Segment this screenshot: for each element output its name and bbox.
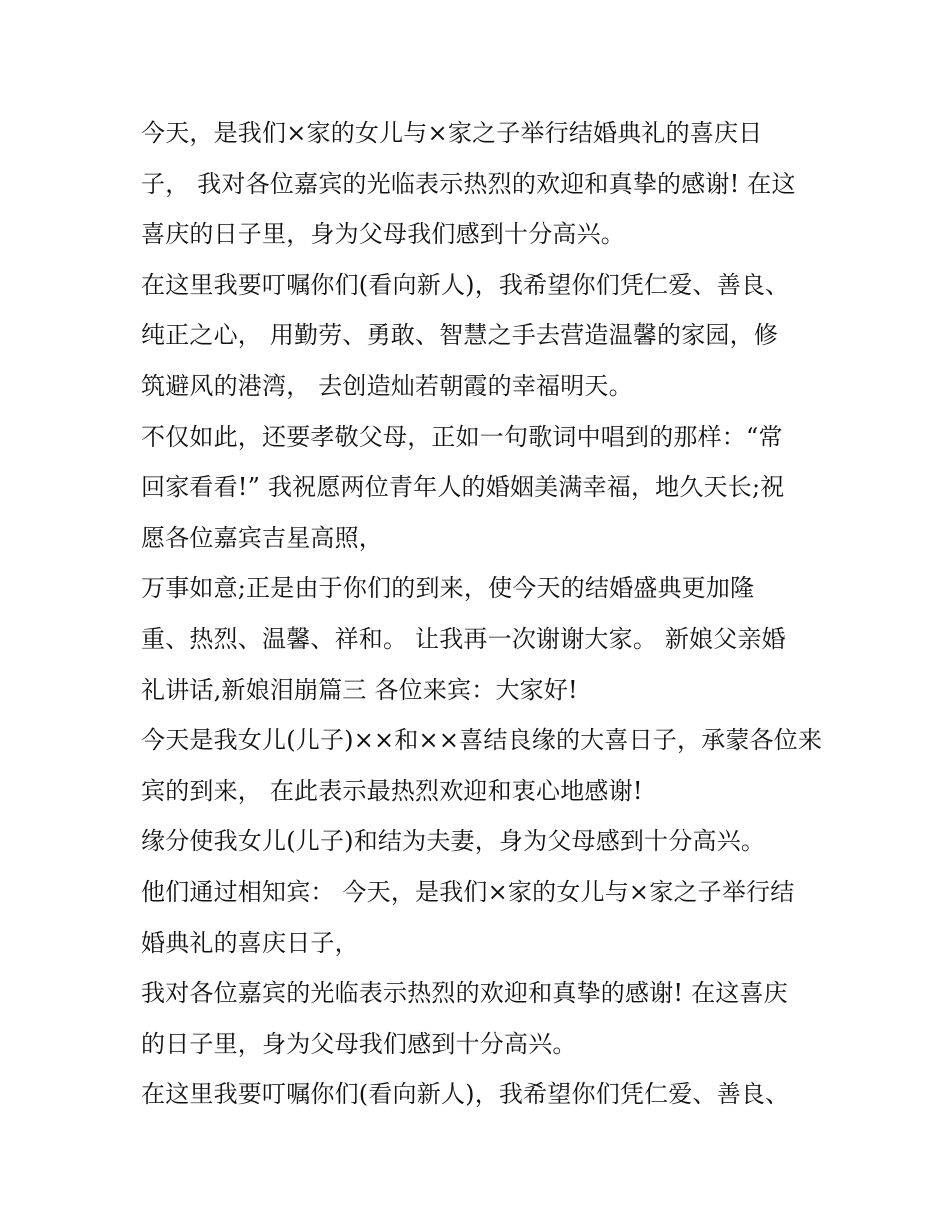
text-line: 不仅如此，还要孝敬父母，正如一句歌词中唱到的那样：“常 <box>141 422 783 451</box>
text-line: 重、热烈、温馨、祥和。 让我再一次谢谢大家。 新娘父亲婚 <box>141 624 786 653</box>
text-line: 今天是我女儿(儿子)××和××喜结良缘的大喜日子，承蒙各位来 <box>141 726 823 755</box>
text-line: 纯正之心， 用勤劳、勇敢、智慧之手去营造温馨的家园，修 <box>141 321 779 350</box>
text-line: 在这里我要叮嘱你们(看向新人)，我希望你们凭仁爱、善良、 <box>141 270 790 299</box>
text-line: 婚典礼的喜庆日子， <box>141 928 359 957</box>
text-line: 喜庆的日子里，身为父母我们感到十分高兴。 <box>141 220 625 249</box>
text-line: 回家看看!” 我祝愿两位青年人的婚姻美满幸福，地久天长;祝 <box>141 473 785 502</box>
text-line: 筑避风的港湾， 去创造灿若朝霞的幸福明天。 <box>141 371 633 400</box>
text-line: 宾的到来， 在此表示最热烈欢迎和衷心地感谢! <box>141 776 643 805</box>
speech-text <box>141 108 821 1120</box>
text-line: 的日子里，身为父母我们感到十分高兴。 <box>141 1029 577 1058</box>
text-line: 我对各位嘉宾的光临表示热烈的欢迎和真挚的感谢! 在这喜庆 <box>141 979 788 1008</box>
text-line: 礼讲话,新娘泪崩篇三 各位来宾：大家好! <box>141 675 578 704</box>
text-line: 子， 我对各位嘉宾的光临表示热烈的欢迎和真挚的感谢! 在这 <box>141 169 796 198</box>
text-line: 愿各位嘉宾吉星高照， <box>141 523 383 552</box>
text-line: 万事如意;正是由于你们的到来，使今天的结婚盛典更加隆 <box>141 574 755 603</box>
text-line: 缘分使我女儿(儿子)和结为夫妻，身为父母感到十分高兴。 <box>141 827 766 856</box>
text-line: 在这里我要叮嘱你们(看向新人)，我希望你们凭仁爱、善良、 <box>141 1080 790 1109</box>
text-line: 今天，是我们×家的女儿与×家之子举行结婚典礼的喜庆日 <box>141 119 763 147</box>
text-line: 他们通过相知宾： 今天，是我们×家的女儿与×家之子举行结 <box>141 877 795 906</box>
